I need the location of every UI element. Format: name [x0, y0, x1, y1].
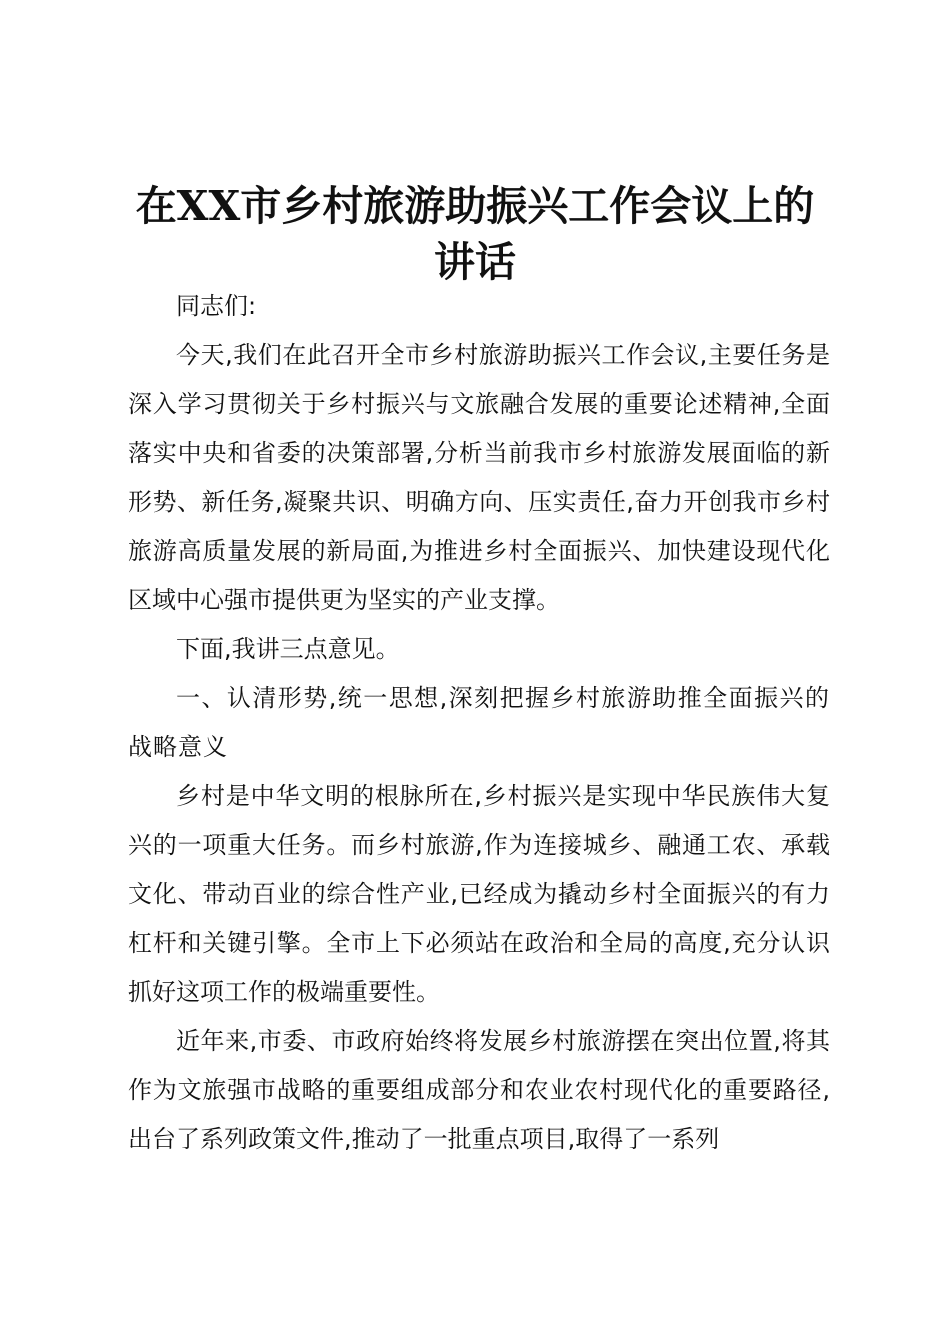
intro-paragraph: 今天,我们在此召开全市乡村旅游助振兴工作会议,主要任务是深入学习贯彻关于乡村振兴与文旅融合发展的重要论述精神,全面落实中央和省委的决策部署,分析当前我市乡村旅游发展面临的新形势、新任务,凝聚共识、明确方向、压实责任,奋力开创我市乡村旅游高质量发展的新局面,为推进乡村全面振兴、加快建设现代化区域中心强市提供更为坚实的产业支撑。 — [128, 341, 830, 614]
body-paragraph: 近年来,市委、市政府始终将发展乡村旅游摆在突出位置,将其作为文旅强市战略的重要组成部分和农业农村现代化的重要路径,出台了系列政策文件,推动了一批重点项目,取得了一系列 — [128, 1027, 830, 1153]
body-paragraph: 乡村是中华文明的根脉所在,乡村振兴是实现中华民族伟大复兴的一项重大任务。而乡村旅游,作为连接城乡、融通工农、承载文化、带动百业的综合性产业,已经成为撬动乡村全面振兴的有力杠杆和关键引擎。全市上下必须站在政治和全局的高度,充分认识抓好这项工作的极端重要性。 — [128, 782, 830, 1006]
document-body — [128, 282, 830, 1164]
section-heading-one: 一、认清形势,统一思想,深刻把握乡村旅游助推全面振兴的战略意义 — [128, 684, 830, 761]
salutation: 同志们: — [176, 292, 257, 320]
outline-paragraph: 下面,我讲三点意见。 — [176, 635, 400, 663]
document-title: 在XX市乡村旅游助振兴工作会议上的讲话 — [135, 182, 815, 286]
